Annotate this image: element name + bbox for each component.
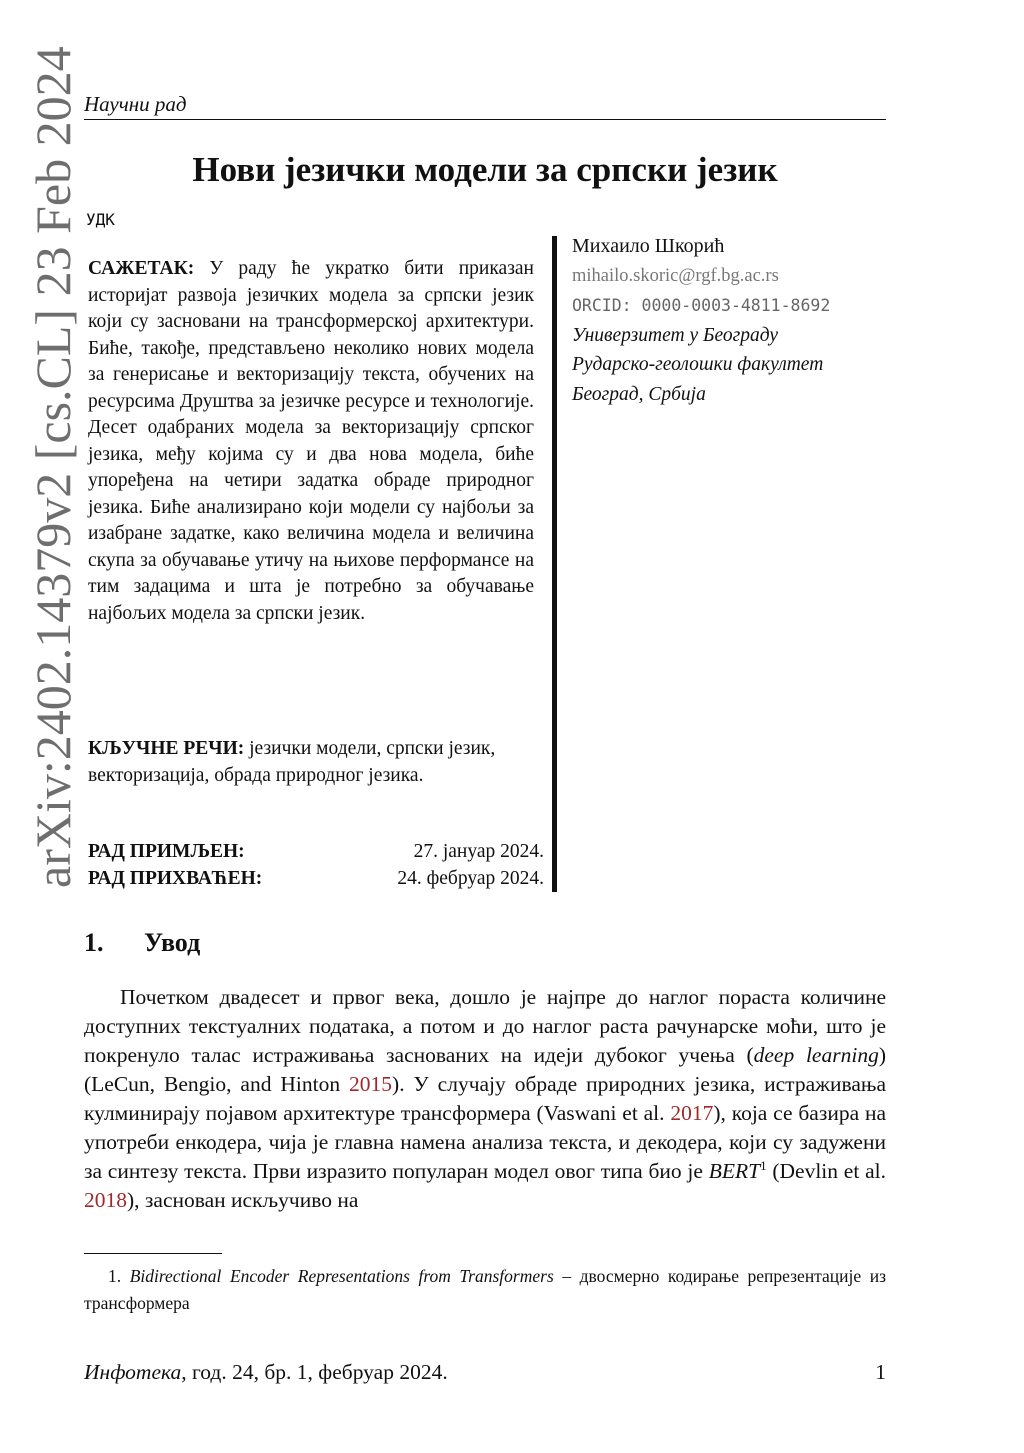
abstract	[88, 256, 534, 627]
header-divider	[84, 119, 886, 120]
footnote-text: – двосмерно кодирање репрезентације из трансформера	[84, 1266, 887, 1313]
section-number: 1.	[84, 928, 104, 957]
intro-text: ), заснован искључиво на	[127, 1188, 359, 1212]
accepted-row	[88, 865, 544, 892]
received-date: 27. јануар 2024.	[413, 841, 544, 862]
accepted-date: 24. фебруар 2024.	[397, 868, 544, 889]
udk-label: УДК	[86, 210, 115, 229]
journal-footer	[84, 1360, 448, 1385]
author-orcid: ORCID: 0000-0003-4811-8692	[572, 296, 831, 315]
abstract-label: САЖЕТАК:	[88, 258, 195, 279]
citation-link[interactable]: 2017	[670, 1101, 714, 1125]
affiliation-line: Рударско-геолошки факултет	[572, 354, 824, 375]
column-divider-bar	[552, 236, 557, 892]
intro-text: Почетком двадесет и првог века, дошло је најпре до наглог пораста количине доступних текстуалних података, а потом и до наглог раста рачунарске моћи, што је покренуло талас истраживања заснованих на идеји дубоког учења (	[84, 985, 886, 1067]
footnote-number: 1.	[108, 1266, 122, 1286]
footnote-term: Bidirectional Encoder Representations from Transformers	[129, 1266, 554, 1286]
footnote-marker-link[interactable]: 1	[760, 1157, 767, 1173]
journal-name: Инфотека	[84, 1360, 182, 1384]
deep-learning-term: deep learning	[753, 1043, 879, 1067]
abstract-text: У раду ће укратко бити приказан историјат развоја језичких модела за српски језик који су засновани на трансформерској архитектури. Биће, такође, представљено неколико нових модела за генерисање и векторизацију текста, обучених на ресурсима Друштва за језичке ресурсе и технологије. Десет одабраних модела за векторизацију српског језика, међу којима су и два нова модела, биће упоређена на четири задатка обраде природног језика. Биће анализирано који модели су најбољи за изабране задатке, како величина модела и величина скупа за обучавање утичу на њихове перформансе на тим задацима и шта је потребно за обучавање најбољих модела за српски језик.	[88, 258, 534, 624]
intro-text: (Devlin et al.	[766, 1159, 886, 1183]
bert-term: BERT	[708, 1159, 761, 1183]
citation-link[interactable]: 2018	[84, 1188, 127, 1212]
intro-text: ). У случају обраде природних језика, истраживања кулминирају појавом архитектуре трансформера (Vaswani et al.	[84, 1072, 886, 1125]
accepted-label: РАД ПРИХВАЋЕН:	[88, 868, 263, 889]
intro-text: ) (LeCun, Bengio, and Hinton	[84, 1043, 886, 1096]
journal-issue: , год. 24, бр. 1, фебруар 2024.	[181, 1360, 448, 1384]
footnote	[84, 1263, 886, 1317]
received-label: РАД ПРИМЉЕН:	[88, 841, 245, 862]
author-email-link[interactable]: mihailo.skoric@rgf.bg.ac.rs	[572, 265, 779, 286]
author-name: Михаило Шкорић	[572, 235, 725, 257]
citation-link[interactable]: 2015	[349, 1072, 393, 1096]
arxiv-stamp: arXiv:2402.14379v2 [cs.CL] 23 Feb 2024	[25, 46, 81, 888]
page-number: 1	[875, 1360, 886, 1384]
keywords-label: КЉУЧНЕ РЕЧИ:	[88, 738, 245, 759]
intro-paragraph	[84, 983, 886, 1215]
section-title: Увод	[144, 928, 201, 957]
received-row	[88, 838, 544, 865]
intro-text: ), која се базира на употреби енкодера, чија је главна намена анализа текста, и декодера, који су задужени за синтезу текста. Први изразито популаран модел овог типа био је	[84, 1101, 886, 1183]
keywords	[88, 736, 534, 789]
paper-type-label: Научни рад	[84, 92, 187, 116]
author-block	[572, 232, 830, 409]
footnote-divider	[84, 1253, 222, 1254]
keywords-text: језички модели, српски језик, векторизација, обрада природног језика.	[88, 738, 496, 786]
paper-title: Нови језички модели за српски језик	[192, 150, 778, 189]
affiliation-line: Београд, Србија	[572, 383, 706, 405]
paper-dates	[88, 838, 544, 892]
affiliation-line: Универзитет у Београду	[572, 324, 779, 346]
